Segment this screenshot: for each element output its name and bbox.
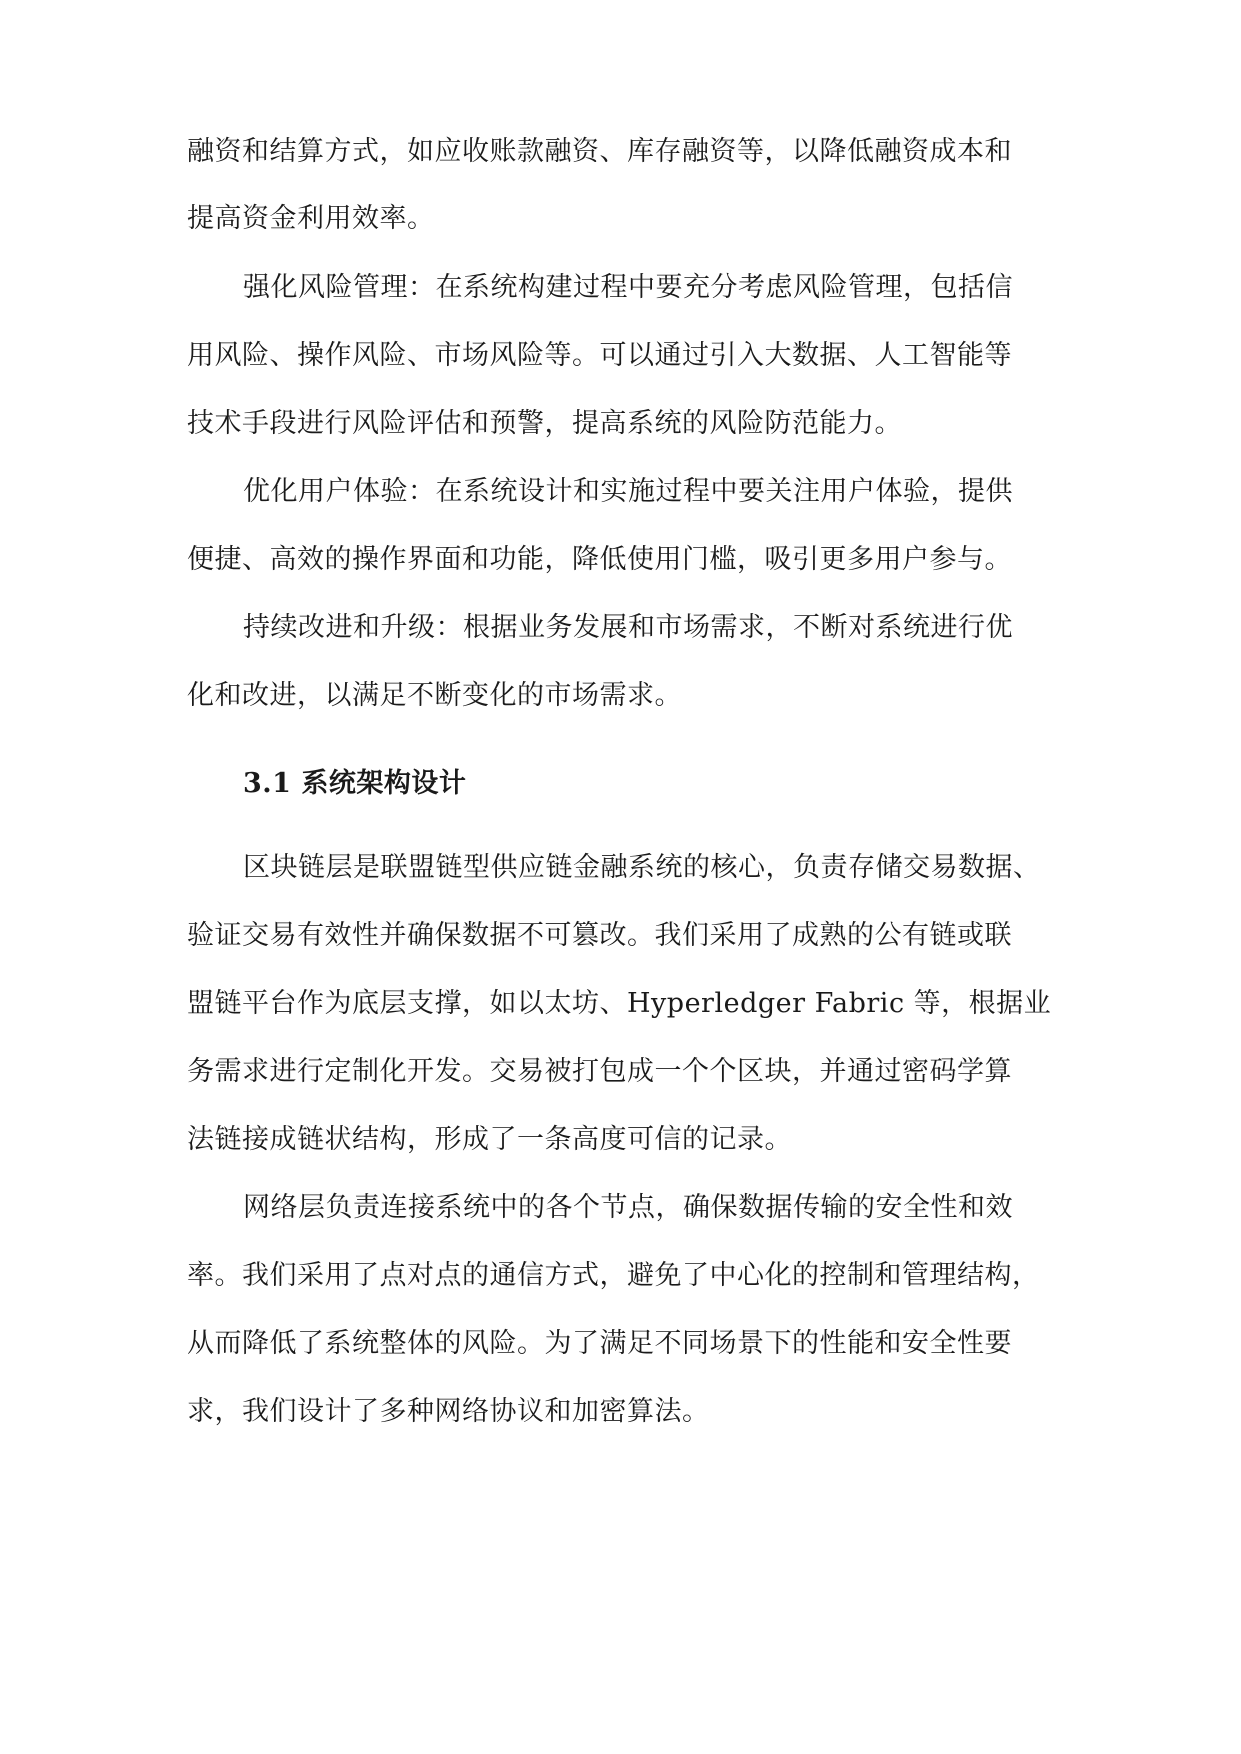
text-line: 法链接成链状结构，形成了一条高度可信的记录。 bbox=[187, 1124, 792, 1155]
text-line: 求，我们设计了多种网络协议和加密算法。 bbox=[187, 1396, 710, 1427]
text-line: 验证交易有效性并确保数据不可篡改。我们采用了成熟的公有链或联 bbox=[187, 920, 1012, 951]
text-line: 务需求进行定制化开发。交易被打包成一个个区块，并通过密码学算 bbox=[187, 1056, 1012, 1087]
text-line: 强化风险管理：在系统构建过程中要充分考虑风险管理，包括信 bbox=[243, 272, 1013, 303]
section-heading: 3.1 系统架构设计 bbox=[243, 768, 467, 799]
text-line: 区块链层是联盟链型供应链金融系统的核心，负责存储交易数据、 bbox=[243, 852, 1041, 883]
text-line: 率。我们采用了点对点的通信方式，避免了中心化的控制和管理结构， bbox=[187, 1260, 1040, 1291]
text-line: 持续改进和升级：根据业务发展和市场需求，不断对系统进行优 bbox=[243, 612, 1013, 643]
text-line: 提高资金利用效率。 bbox=[187, 203, 435, 234]
text-line: 从而降低了系统整体的风险。为了满足不同场景下的性能和安全性要 bbox=[187, 1328, 1012, 1359]
text-line: 技术手段进行风险评估和预警，提高系统的风险防范能力。 bbox=[187, 408, 902, 439]
text-line: 盟链平台作为底层支撑，如以太坊、Hyperledger Fabric 等，根据业 bbox=[187, 988, 1052, 1019]
text-line: 化和改进，以满足不断变化的市场需求。 bbox=[187, 680, 682, 711]
text-line: 用风险、操作风险、市场风险等。可以通过引入大数据、人工智能等 bbox=[187, 340, 1012, 371]
text-line: 网络层负责连接系统中的各个节点，确保数据传输的安全性和效 bbox=[243, 1192, 1013, 1223]
text-line: 便捷、高效的操作界面和功能，降低使用门槛，吸引更多用户参与。 bbox=[187, 544, 1012, 575]
text-line: 优化用户体验：在系统设计和实施过程中要关注用户体验，提供 bbox=[243, 476, 1013, 507]
text-line: 融资和结算方式，如应收账款融资、库存融资等，以降低融资成本和 bbox=[187, 136, 1012, 167]
